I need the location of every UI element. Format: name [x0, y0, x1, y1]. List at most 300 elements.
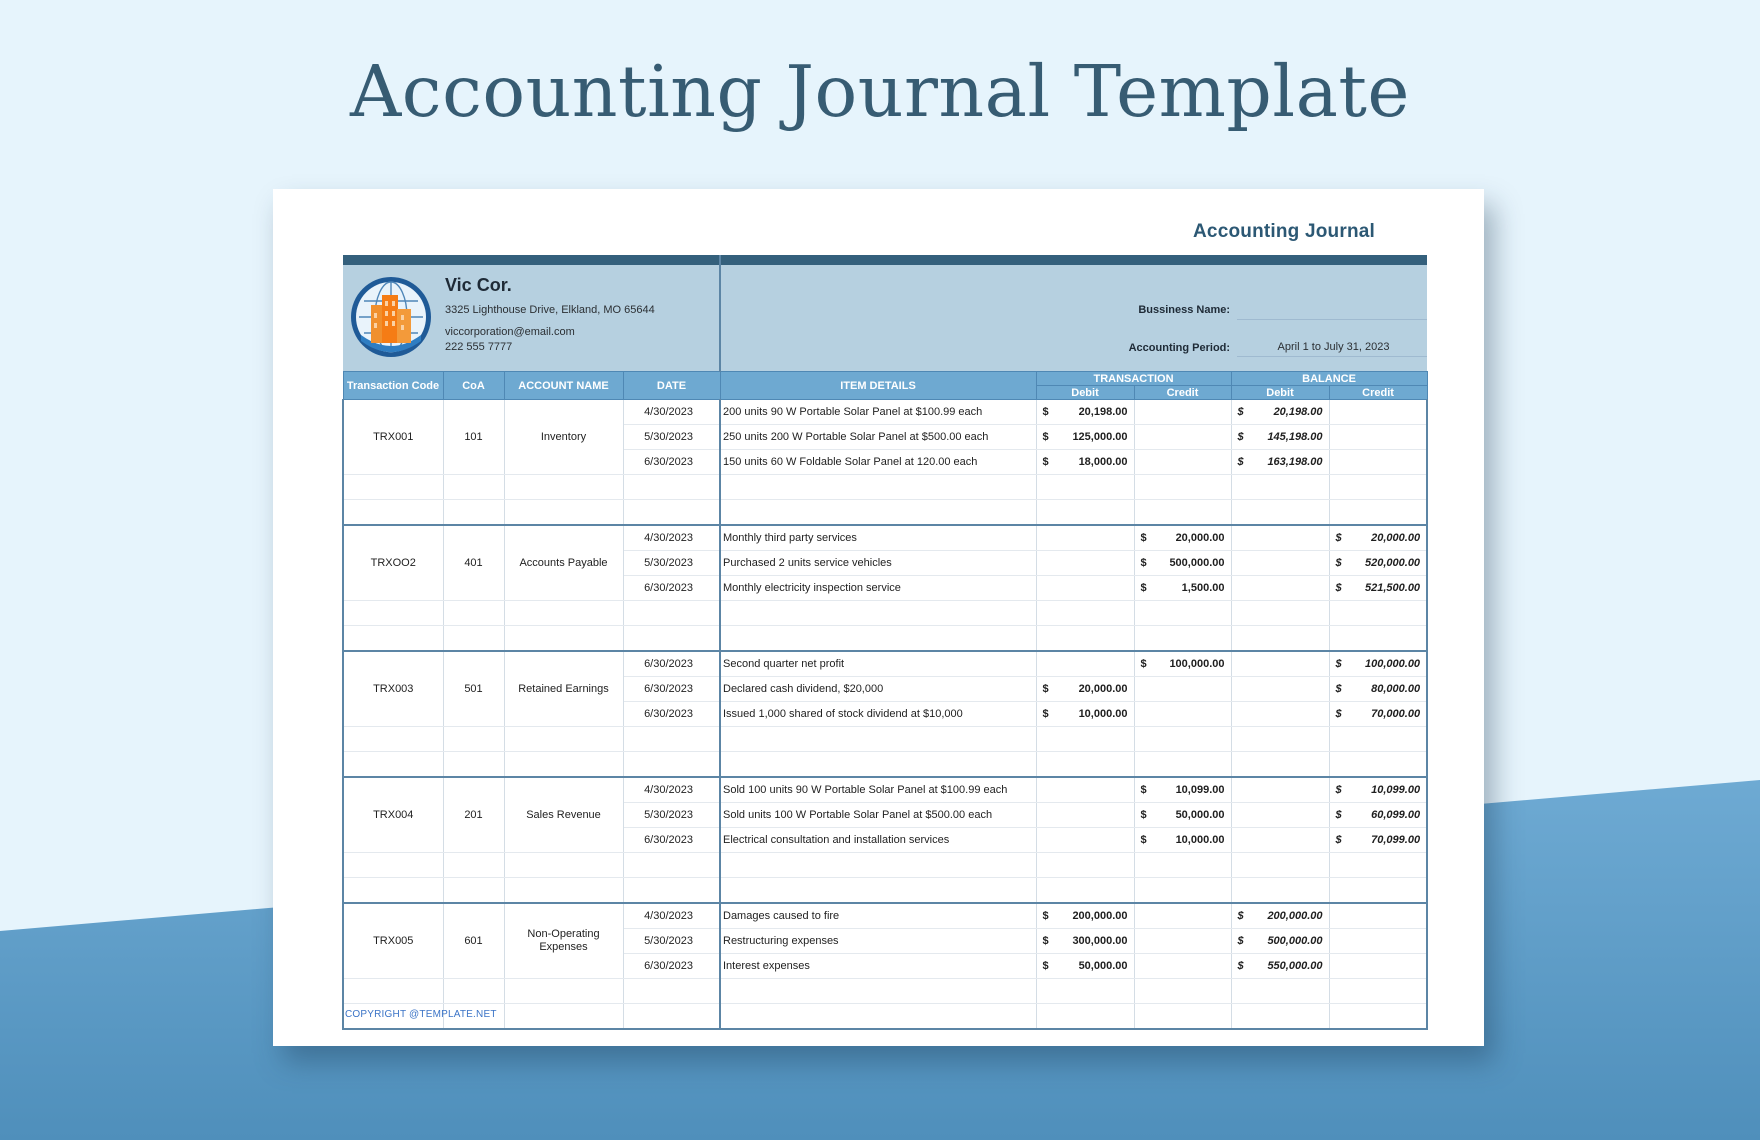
amount [1135, 658, 1231, 670]
table-row [343, 979, 1427, 1004]
company-phone: 222 555 7777 [445, 341, 513, 353]
currency-symbol: $ [1335, 834, 1342, 846]
currency-symbol: $ [1335, 532, 1342, 544]
amount-value: 500,000.00 [1169, 557, 1225, 569]
t-debit-cell [1036, 475, 1134, 500]
transaction-code: TRX003 [343, 651, 443, 727]
t-credit-cell [1134, 777, 1231, 803]
amount [1135, 784, 1231, 796]
col-header-balance: BALANCE [1231, 372, 1427, 386]
currency-symbol: $ [1335, 809, 1342, 821]
currency-symbol: $ [1335, 658, 1342, 670]
table-row [343, 777, 1427, 803]
b-debit-cell [1231, 1004, 1329, 1030]
b-debit-cell [1231, 878, 1329, 904]
currency-symbol: $ [1335, 582, 1342, 594]
amount-value: 163,198.00 [1267, 456, 1323, 468]
t-credit-cell [1134, 727, 1231, 752]
amount [1135, 809, 1231, 821]
t-credit-cell [1134, 954, 1231, 979]
b-credit-cell [1329, 651, 1427, 677]
currency-symbol: $ [1042, 431, 1049, 443]
business-name-label: Bussiness Name: [1138, 304, 1231, 316]
amount [1232, 406, 1329, 418]
currency-symbol: $ [1237, 406, 1244, 418]
b-credit-cell [1329, 954, 1427, 979]
date-cell [623, 500, 720, 526]
amount [1135, 532, 1231, 544]
col-header-transaction-code: Transaction Code [343, 372, 443, 400]
currency-symbol: $ [1237, 910, 1244, 922]
b-credit-cell [1329, 903, 1427, 929]
amount [1037, 910, 1134, 922]
b-debit-cell [1231, 702, 1329, 727]
t-debit-cell [1036, 400, 1134, 425]
company-address: 3325 Lighthouse Drive, Elkland, MO 65644 [445, 304, 655, 316]
empty-cell [443, 727, 504, 752]
col-header-balance-debit: Debit [1231, 386, 1329, 400]
col-header-account-name: ACCOUNT NAME [504, 372, 623, 400]
business-info [721, 265, 1427, 371]
b-debit-cell [1231, 651, 1329, 677]
amount [1330, 557, 1427, 569]
date-cell: 4/30/2023 [623, 525, 720, 551]
amount-value: 20,000.00 [1371, 532, 1421, 544]
table-row [343, 601, 1427, 626]
amount-value: 10,099.00 [1175, 784, 1225, 796]
amount [1037, 960, 1134, 972]
amount [1330, 683, 1427, 695]
account-name: Sales Revenue [504, 777, 623, 853]
empty-cell [504, 878, 623, 904]
company-logo-icon [349, 275, 433, 359]
t-debit-cell [1036, 450, 1134, 475]
date-cell [623, 878, 720, 904]
empty-cell [443, 878, 504, 904]
amount-value: 145,198.00 [1267, 431, 1323, 443]
date-cell [623, 475, 720, 500]
table-row [343, 475, 1427, 500]
item-details-cell: Interest expenses [720, 954, 1036, 979]
empty-cell [343, 727, 443, 752]
t-debit-cell [1036, 828, 1134, 853]
currency-symbol: $ [1042, 910, 1049, 922]
empty-cell [343, 500, 443, 526]
item-details-cell: Restructuring expenses [720, 929, 1036, 954]
t-debit-cell [1036, 777, 1134, 803]
t-credit-cell [1134, 828, 1231, 853]
transaction-code: TRXOO2 [343, 525, 443, 601]
empty-cell [443, 853, 504, 878]
company-email: viccorporation@email.com [445, 326, 575, 338]
item-details-cell: 250 units 200 W Portable Solar Panel at $500.00 each [720, 425, 1036, 450]
amount [1135, 582, 1231, 594]
b-credit-cell [1329, 551, 1427, 576]
company-block [343, 265, 719, 371]
date-cell: 6/30/2023 [623, 576, 720, 601]
t-credit-cell [1134, 551, 1231, 576]
b-debit-cell [1231, 853, 1329, 878]
t-credit-cell [1134, 752, 1231, 778]
amount-value: 300,000.00 [1072, 935, 1128, 947]
col-header-item-details: ITEM DETAILS [720, 372, 1036, 400]
page-title: Accounting Journal Template [350, 50, 1410, 133]
t-credit-cell [1134, 500, 1231, 526]
date-cell: 4/30/2023 [623, 903, 720, 929]
b-credit-cell [1329, 777, 1427, 803]
b-credit-cell [1329, 450, 1427, 475]
t-credit-cell [1134, 475, 1231, 500]
item-details-cell [720, 878, 1036, 904]
empty-cell [343, 878, 443, 904]
b-debit-cell [1231, 828, 1329, 853]
b-credit-cell [1329, 702, 1427, 727]
t-credit-cell [1134, 450, 1231, 475]
business-name-field[interactable] [1237, 303, 1427, 320]
amount [1037, 431, 1134, 443]
item-details-cell: Second quarter net profit [720, 651, 1036, 677]
empty-cell [443, 979, 504, 1004]
date-cell [623, 853, 720, 878]
b-debit-cell [1231, 551, 1329, 576]
t-credit-cell [1134, 400, 1231, 425]
coa-code: 601 [443, 903, 504, 979]
date-cell: 4/30/2023 [623, 400, 720, 425]
t-credit-cell [1134, 1004, 1231, 1030]
amount [1330, 834, 1427, 846]
item-details-cell [720, 727, 1036, 752]
amount [1232, 431, 1329, 443]
amount-value: 70,000.00 [1371, 708, 1421, 720]
b-debit-cell [1231, 601, 1329, 626]
b-debit-cell [1231, 752, 1329, 778]
b-debit-cell [1231, 525, 1329, 551]
amount-value: 10,099.00 [1371, 784, 1421, 796]
amount [1037, 406, 1134, 418]
b-debit-cell [1231, 929, 1329, 954]
t-credit-cell [1134, 626, 1231, 652]
b-debit-cell [1231, 500, 1329, 526]
t-debit-cell [1036, 525, 1134, 551]
item-details-cell [720, 500, 1036, 526]
empty-cell [343, 752, 443, 778]
amount-value: 100,000.00 [1169, 658, 1225, 670]
amount [1135, 834, 1231, 846]
b-credit-cell [1329, 878, 1427, 904]
coa-code: 501 [443, 651, 504, 727]
amount [1232, 910, 1329, 922]
currency-symbol: $ [1042, 935, 1049, 947]
currency-symbol: $ [1335, 708, 1342, 720]
journal-entries [343, 400, 1427, 1030]
empty-cell [343, 475, 443, 500]
amount [1330, 658, 1427, 670]
t-debit-cell [1036, 878, 1134, 904]
amount [1037, 683, 1134, 695]
t-credit-cell [1134, 803, 1231, 828]
date-cell: 6/30/2023 [623, 651, 720, 677]
coa-code: 201 [443, 777, 504, 853]
amount [1330, 708, 1427, 720]
currency-symbol: $ [1140, 658, 1147, 670]
table-row [343, 626, 1427, 652]
amount [1232, 960, 1329, 972]
b-credit-cell [1329, 500, 1427, 526]
t-credit-cell [1134, 702, 1231, 727]
item-details-cell: Monthly electricity inspection service [720, 576, 1036, 601]
b-debit-cell [1231, 979, 1329, 1004]
item-details-cell: Issued 1,000 shared of stock dividend at $10,000 [720, 702, 1036, 727]
table-row [343, 651, 1427, 677]
b-credit-cell [1329, 1004, 1427, 1030]
t-credit-cell [1134, 853, 1231, 878]
amount-value: 500,000.00 [1267, 935, 1323, 947]
col-header-coa: CoA [443, 372, 504, 400]
t-credit-cell [1134, 576, 1231, 601]
t-debit-cell [1036, 1004, 1134, 1030]
item-details-cell: Purchased 2 units service vehicles [720, 551, 1036, 576]
b-credit-cell [1329, 601, 1427, 626]
currency-symbol: $ [1237, 960, 1244, 972]
amount-value: 200,000.00 [1072, 910, 1128, 922]
item-details-cell: 200 units 90 W Portable Solar Panel at $100.99 each [720, 400, 1036, 425]
t-debit-cell [1036, 425, 1134, 450]
empty-cell [343, 853, 443, 878]
currency-symbol: $ [1042, 683, 1049, 695]
b-debit-cell [1231, 400, 1329, 425]
b-debit-cell [1231, 425, 1329, 450]
item-details-cell [720, 601, 1036, 626]
b-debit-cell [1231, 803, 1329, 828]
currency-symbol: $ [1042, 456, 1049, 468]
document-title: Accounting Journal [1193, 221, 1375, 242]
item-details-cell: Monthly third party services [720, 525, 1036, 551]
amount-value: 520,000.00 [1365, 557, 1421, 569]
empty-cell [504, 979, 623, 1004]
date-cell: 5/30/2023 [623, 551, 720, 576]
t-credit-cell [1134, 677, 1231, 702]
t-credit-cell [1134, 425, 1231, 450]
date-cell [623, 752, 720, 778]
empty-cell [443, 500, 504, 526]
currency-symbol: $ [1335, 683, 1342, 695]
currency-symbol: $ [1335, 557, 1342, 569]
empty-cell [504, 475, 623, 500]
b-debit-cell [1231, 475, 1329, 500]
currency-symbol: $ [1237, 431, 1244, 443]
amount-value: 20,000.00 [1078, 683, 1128, 695]
amount [1037, 456, 1134, 468]
date-cell: 6/30/2023 [623, 677, 720, 702]
amount-value: 100,000.00 [1365, 658, 1421, 670]
t-credit-cell [1134, 525, 1231, 551]
currency-symbol: $ [1042, 708, 1049, 720]
table-row [343, 500, 1427, 526]
t-debit-cell [1036, 576, 1134, 601]
b-credit-cell [1329, 677, 1427, 702]
table-row [343, 752, 1427, 778]
amount-value: 1,500.00 [1181, 582, 1225, 594]
currency-symbol: $ [1140, 582, 1147, 594]
copyright-notice: COPYRIGHT @TEMPLATE.NET [345, 1009, 497, 1020]
t-credit-cell [1134, 929, 1231, 954]
currency-symbol: $ [1335, 784, 1342, 796]
b-credit-cell [1329, 752, 1427, 778]
amount-value: 20,000.00 [1175, 532, 1225, 544]
t-debit-cell [1036, 626, 1134, 652]
t-debit-cell [1036, 651, 1134, 677]
currency-symbol: $ [1140, 834, 1147, 846]
b-credit-cell [1329, 400, 1427, 425]
accounting-period-field[interactable]: April 1 to July 31, 2023 [1237, 341, 1427, 357]
b-credit-cell [1329, 525, 1427, 551]
amount [1135, 557, 1231, 569]
company-name: Vic Cor. [445, 275, 512, 295]
table-row [343, 903, 1427, 929]
b-debit-cell [1231, 450, 1329, 475]
empty-cell [504, 727, 623, 752]
date-cell: 5/30/2023 [623, 803, 720, 828]
item-details-cell: Declared cash dividend, $20,000 [720, 677, 1036, 702]
amount [1330, 532, 1427, 544]
empty-cell [443, 752, 504, 778]
account-name: Non-Operating Expenses [504, 903, 623, 979]
item-details-cell: Electrical consultation and installation services [720, 828, 1036, 853]
amount-value: 20,198.00 [1273, 406, 1323, 418]
account-name: Accounts Payable [504, 525, 623, 601]
transaction-code: TRX005 [343, 903, 443, 979]
b-credit-cell [1329, 929, 1427, 954]
date-cell: 4/30/2023 [623, 777, 720, 803]
item-details-cell [720, 475, 1036, 500]
account-name: Inventory [504, 400, 623, 475]
b-credit-cell [1329, 626, 1427, 652]
journal-table [342, 255, 1428, 1030]
b-debit-cell [1231, 727, 1329, 752]
table-row [343, 400, 1427, 425]
item-details-cell: 150 units 60 W Foldable Solar Panel at 120.00 each [720, 450, 1036, 475]
table-row [343, 525, 1427, 551]
b-debit-cell [1231, 903, 1329, 929]
table-row [343, 727, 1427, 752]
amount [1037, 935, 1134, 947]
date-cell: 6/30/2023 [623, 702, 720, 727]
t-debit-cell [1036, 551, 1134, 576]
account-name: Retained Earnings [504, 651, 623, 727]
b-credit-cell [1329, 576, 1427, 601]
transaction-code: TRX001 [343, 400, 443, 475]
b-debit-cell [1231, 677, 1329, 702]
t-credit-cell [1134, 601, 1231, 626]
empty-cell [343, 626, 443, 652]
table-row [343, 878, 1427, 904]
b-debit-cell [1231, 626, 1329, 652]
currency-symbol: $ [1140, 784, 1147, 796]
t-debit-cell [1036, 677, 1134, 702]
t-credit-cell [1134, 651, 1231, 677]
b-credit-cell [1329, 828, 1427, 853]
empty-cell [443, 601, 504, 626]
empty-cell [343, 979, 443, 1004]
t-debit-cell [1036, 727, 1134, 752]
date-cell: 6/30/2023 [623, 954, 720, 979]
item-details-cell [720, 853, 1036, 878]
b-credit-cell [1329, 979, 1427, 1004]
t-debit-cell [1036, 979, 1134, 1004]
amount-value: 550,000.00 [1267, 960, 1323, 972]
date-cell: 6/30/2023 [623, 828, 720, 853]
currency-symbol: $ [1140, 532, 1147, 544]
empty-cell [504, 626, 623, 652]
coa-code: 401 [443, 525, 504, 601]
date-cell [623, 626, 720, 652]
item-details-cell [720, 626, 1036, 652]
empty-cell [504, 752, 623, 778]
item-details-cell: Sold units 100 W Portable Solar Panel at $500.00 each [720, 803, 1036, 828]
empty-cell [504, 853, 623, 878]
amount-value: 20,198.00 [1078, 406, 1128, 418]
date-cell [623, 1004, 720, 1030]
b-credit-cell [1329, 853, 1427, 878]
currency-symbol: $ [1140, 809, 1147, 821]
item-details-cell [720, 752, 1036, 778]
amount [1330, 809, 1427, 821]
currency-symbol: $ [1042, 960, 1049, 972]
t-debit-cell [1036, 903, 1134, 929]
empty-cell [504, 1004, 623, 1030]
amount-value: 10,000.00 [1175, 834, 1225, 846]
item-details-cell [720, 1004, 1036, 1030]
amount [1232, 456, 1329, 468]
t-debit-cell [1036, 601, 1134, 626]
b-credit-cell [1329, 425, 1427, 450]
currency-symbol: $ [1140, 557, 1147, 569]
t-debit-cell [1036, 500, 1134, 526]
amount-value: 200,000.00 [1267, 910, 1323, 922]
t-debit-cell [1036, 752, 1134, 778]
t-credit-cell [1134, 979, 1231, 1004]
item-details-cell: Damages caused to fire [720, 903, 1036, 929]
amount-value: 10,000.00 [1078, 708, 1128, 720]
t-debit-cell [1036, 929, 1134, 954]
amount-value: 521,500.00 [1365, 582, 1421, 594]
coa-code: 101 [443, 400, 504, 475]
date-cell: 6/30/2023 [623, 450, 720, 475]
b-credit-cell [1329, 727, 1427, 752]
t-debit-cell [1036, 702, 1134, 727]
amount-value: 70,099.00 [1371, 834, 1421, 846]
amount-value: 18,000.00 [1078, 456, 1128, 468]
amount [1232, 935, 1329, 947]
amount [1330, 784, 1427, 796]
t-debit-cell [1036, 853, 1134, 878]
b-credit-cell [1329, 475, 1427, 500]
amount [1037, 708, 1134, 720]
currency-symbol: $ [1042, 406, 1049, 418]
amount [1330, 582, 1427, 594]
amount-value: 50,000.00 [1078, 960, 1128, 972]
amount-value: 50,000.00 [1175, 809, 1225, 821]
currency-symbol: $ [1237, 935, 1244, 947]
t-debit-cell [1036, 954, 1134, 979]
empty-cell [343, 601, 443, 626]
transaction-code: TRX004 [343, 777, 443, 853]
empty-cell [443, 475, 504, 500]
item-details-cell: Sold 100 units 90 W Portable Solar Panel at $100.99 each [720, 777, 1036, 803]
col-header-transaction-credit: Credit [1134, 386, 1231, 400]
col-header-balance-credit: Credit [1329, 386, 1427, 400]
date-cell [623, 979, 720, 1004]
